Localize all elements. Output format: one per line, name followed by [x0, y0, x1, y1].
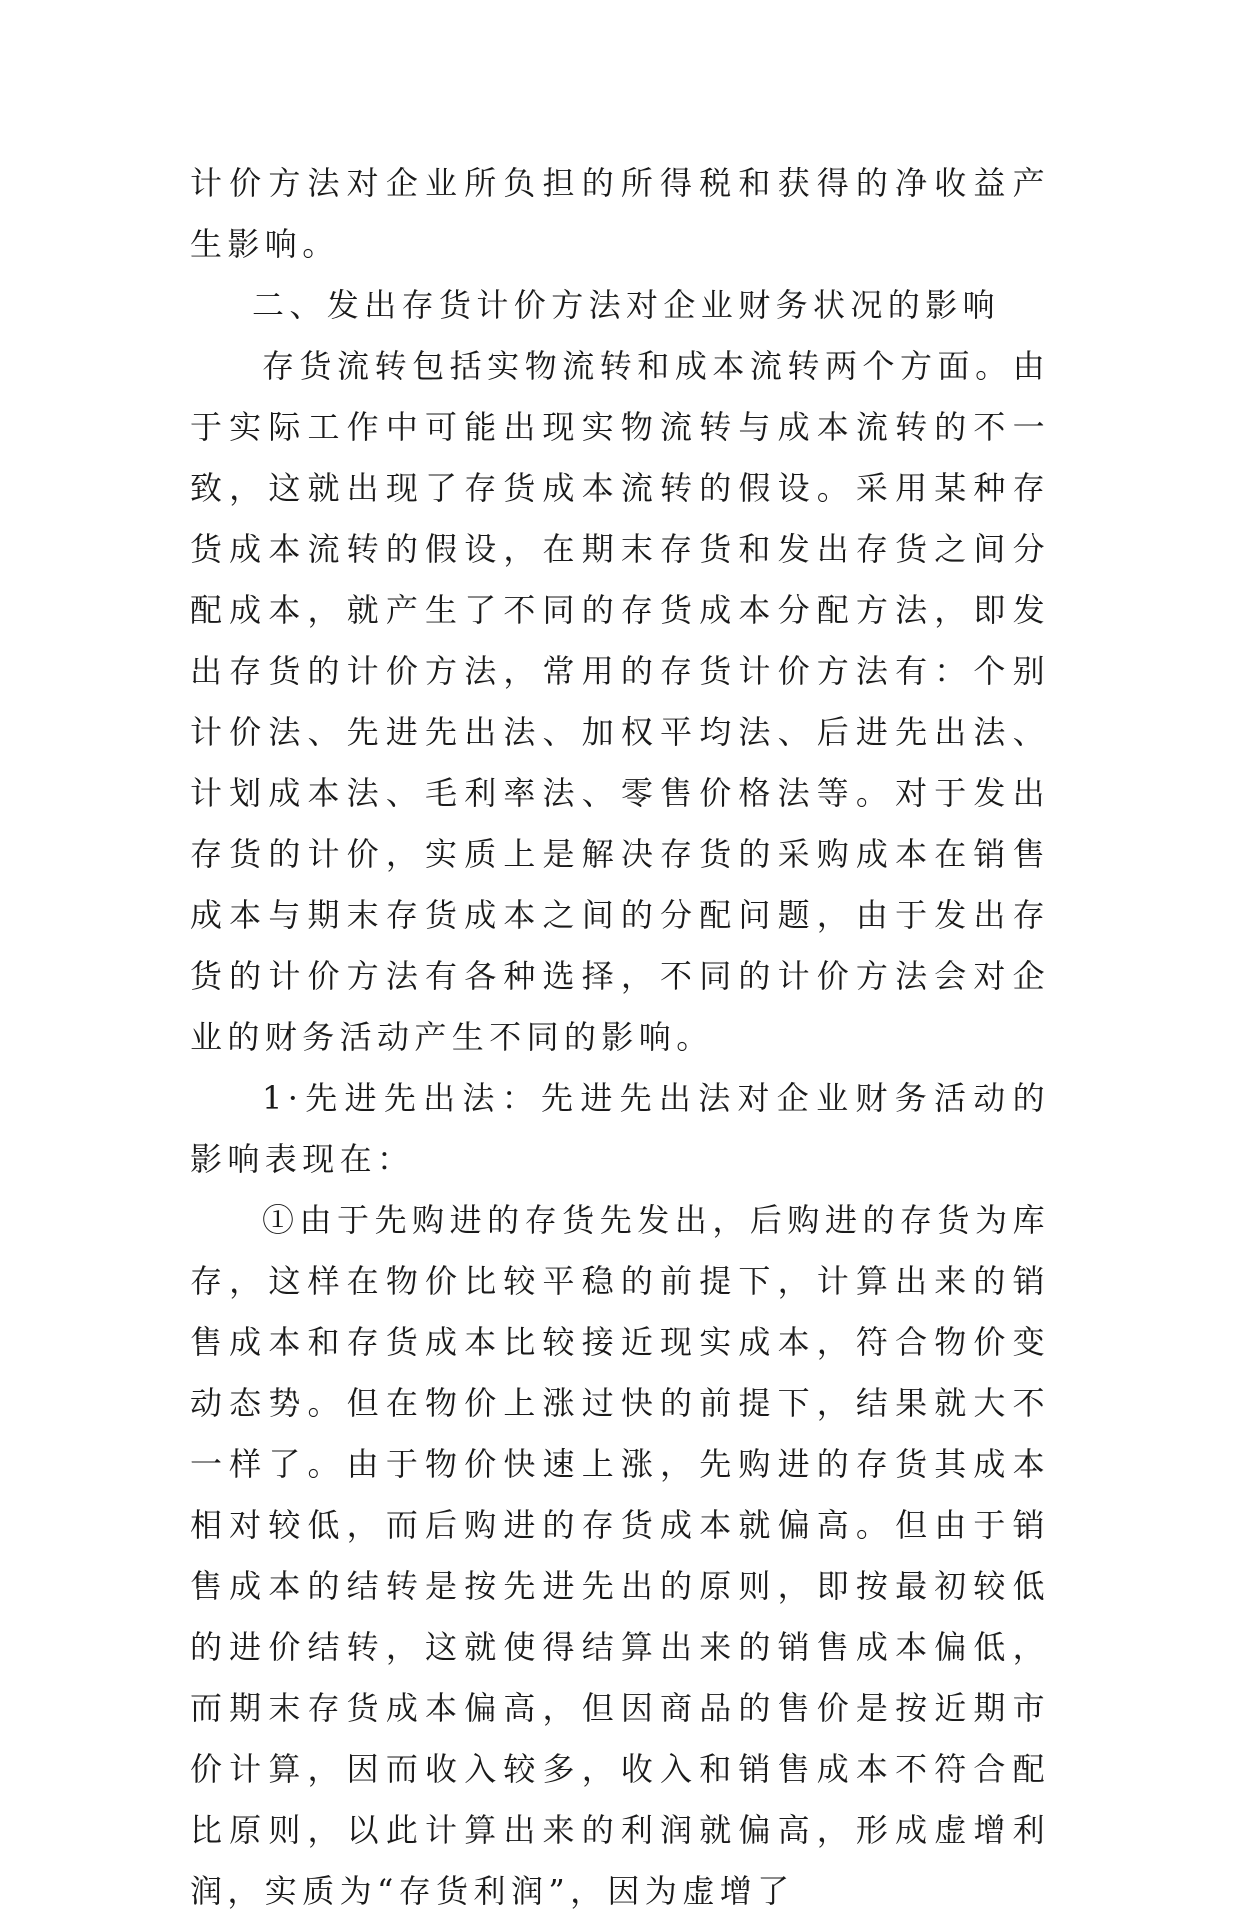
- paragraph-continuation: 计价方法对企业所负担的所得税和获得的净收益产生影响。: [190, 164, 1050, 263]
- paragraph-inventory-flow: 存货流转包括实物流转和成本流转两个方面。由于实际工作中可能出现实物流转与成本流转的不一致，这就出现了存货成本流转的假设。采用某种存货成本流转的假设，在期末存货和发出存货之间分配成本，就产生了不同的存货成本分配方法，即发出存货的计价方法，常用的存货计价方法有：个别计价法、先进先出法、加权平均法、后进先出法、计划成本法、毛利率法、零售价格法等。对于发出存货的计价，实质上是解决存货的采购成本在销售成本与期末存货成本之间的分配问题，由于发出存货的计价方法有各种选择，不同的计价方法会对企业的财务活动产生不同的影响。: [190, 347, 1050, 1056]
- paragraph-fifo-heading: 1·先进先出法：先进先出法对企业财务活动的影响表现在：: [190, 1079, 1050, 1178]
- document-body: [190, 153, 1050, 1922]
- section-heading: 二、发出存货计价方法对企业财务状况的影响: [252, 286, 1001, 324]
- paragraph-fifo-effect-1: ①由于先购进的存货先发出，后购进的存货为库存，这样在物价比较平稳的前提下，计算出来的销售成本和存货成本比较接近现实成本，符合物价变动态势。但在物价上涨过快的前提下，结果就大不一样了。由于物价快速上涨，先购进的存货其成本相对较低，而后购进的存货成本就偏高。但由于销售成本的结转是按先进先出的原则，即按最初较低的进价结转，这就使得结算出来的销售成本偏低，而期末存货成本偏高，但因商品的售价是按近期市价计算，因而收入较多，收入和销售成本不符合配比原则，以此计算出来的利润就偏高，形成虚增利润，实质为“存货利润”，因为虚增了: [190, 1201, 1050, 1910]
